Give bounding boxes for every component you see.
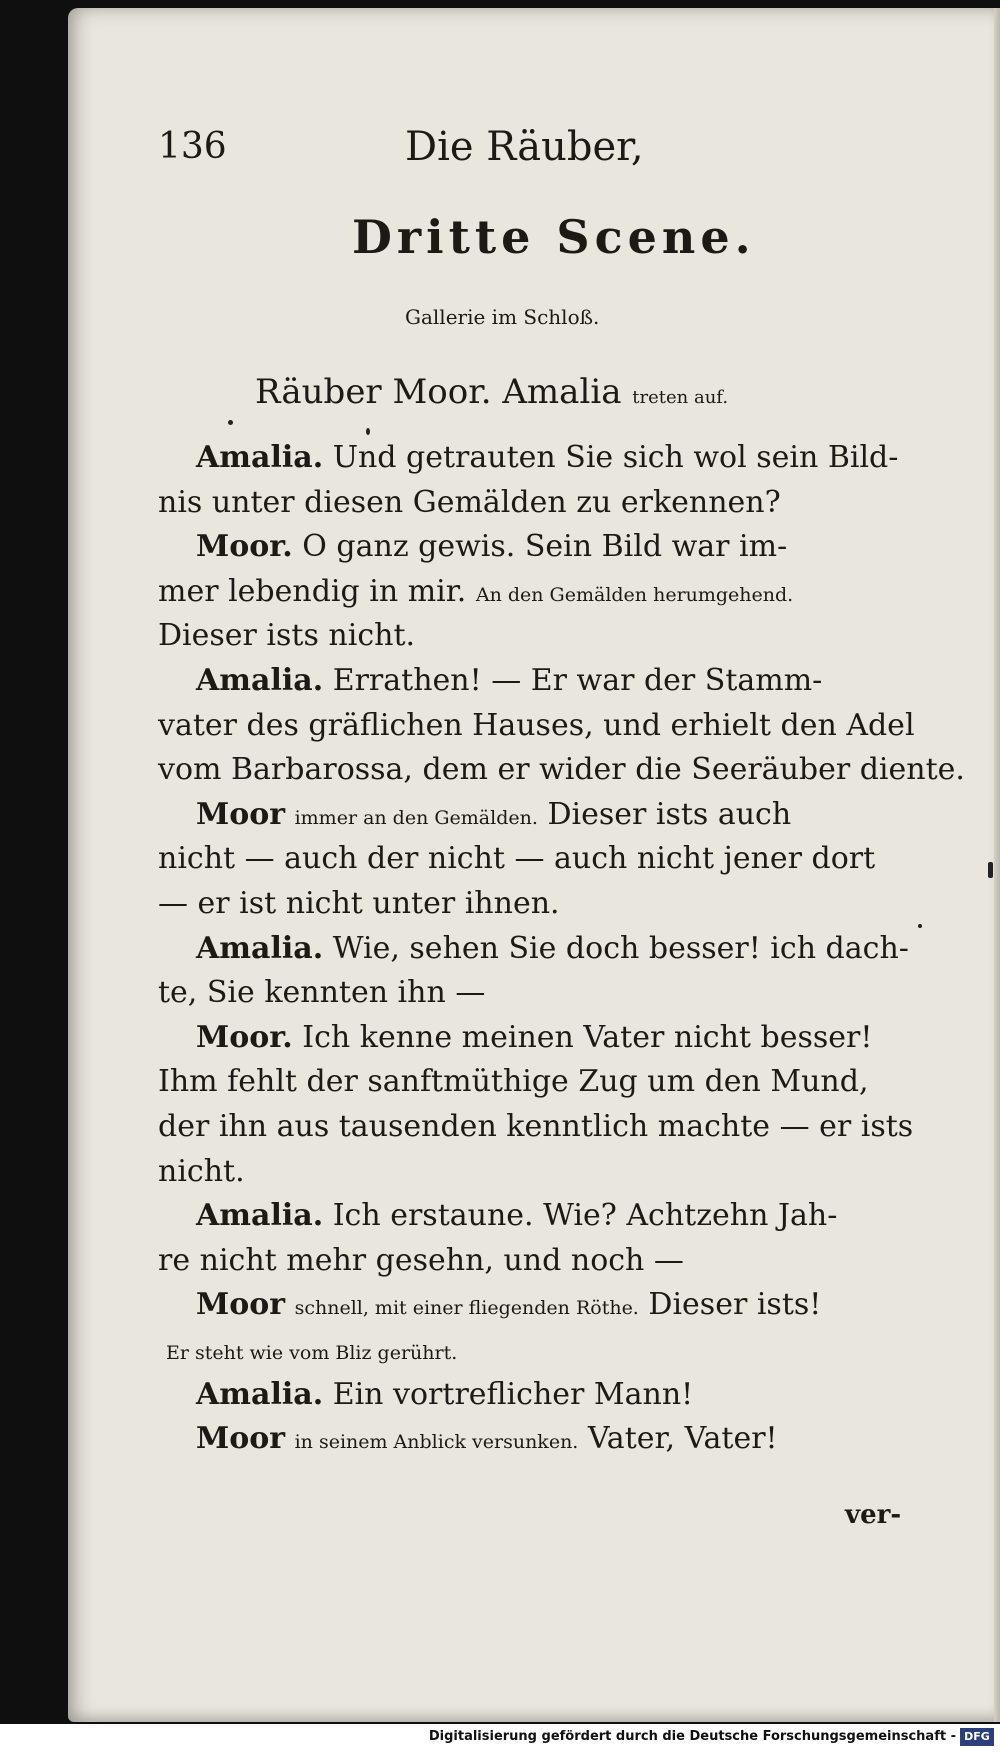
line-text: Errathen! — Er war der Stamm- — [332, 663, 823, 698]
line-text: Vater, Vater! — [587, 1421, 778, 1456]
line-text: Dieser ists! — [648, 1287, 822, 1322]
footer-credit: Digitalisierung gefördert durch die Deutsche Forschungsgemeinschaft - — [428, 1729, 956, 1744]
dialogue-line — [196, 663, 822, 698]
page-number: 136 — [158, 126, 227, 167]
dialogue-line — [158, 708, 915, 743]
speaker-name: Amalia. — [196, 663, 324, 698]
dfg-logo: DFG — [960, 1728, 994, 1746]
dialogue-line — [196, 931, 909, 966]
line-text: Dieser ists auch — [547, 797, 792, 832]
dialogue-line — [158, 975, 485, 1010]
line-text: der ihn aus tausenden kenntlich machte — er ists — [158, 1109, 914, 1144]
dialogue-line — [196, 1287, 821, 1322]
dialogue-line — [196, 1020, 872, 1055]
dialogue-line — [158, 752, 965, 787]
line-text: — er ist nicht unter ihnen. — [158, 886, 560, 921]
dialogue-line — [158, 841, 875, 876]
margin-mark — [366, 428, 370, 435]
speaker-name: Amalia. — [196, 931, 324, 966]
speaker-name: Amalia. — [196, 1198, 324, 1233]
line-text: Wie, sehen Sie doch besser! ich dach- — [332, 931, 909, 966]
running-head: Die Räuber, — [405, 124, 644, 170]
dialogue-line — [166, 1332, 457, 1367]
dialogue-line — [196, 529, 787, 564]
dialogue-line — [196, 1377, 693, 1412]
speaker-name: Moor — [196, 1287, 286, 1322]
dialogue-line — [196, 440, 898, 475]
stage-direction: in seinem Anblick versunken. — [294, 1431, 579, 1453]
scene-title: Dritte Scene. — [352, 210, 756, 264]
line-text: nis unter diesen Gemälden zu erkennen? — [158, 485, 781, 520]
speaker-name: Amalia. — [196, 1377, 324, 1412]
dialogue-line — [158, 1109, 913, 1144]
margin-mark — [228, 420, 233, 425]
line-text: Dieser ists nicht. — [158, 618, 416, 653]
line-text: Ich kenne meinen Vater nicht besser! — [302, 1020, 873, 1055]
speaker-name: Moor. — [196, 529, 293, 564]
line-text: Und getrauten Sie sich wol sein Bild- — [332, 440, 899, 475]
dialogue-line — [158, 485, 781, 520]
line-text: Ihm fehlt der sanftmüthige Zug um den Mund, — [158, 1064, 869, 1099]
line-text: nicht. — [158, 1154, 245, 1189]
speaker-name: Moor — [196, 1421, 286, 1456]
dialogue-line — [158, 1154, 245, 1189]
line-text: O ganz gewis. Sein Bild war im- — [302, 529, 788, 564]
catchword: ver- — [845, 1500, 902, 1530]
dialogue-line — [158, 886, 560, 921]
dialogue-line — [196, 797, 791, 832]
stage-direction: An den Gemälden herumgehend. — [475, 584, 794, 606]
line-text: vater des gräflichen Hauses, und erhielt den Adel — [158, 708, 915, 743]
cast-names: Räuber Moor. Amalia — [255, 372, 622, 412]
page-edge — [994, 8, 1000, 1722]
dialogue-line — [196, 1198, 837, 1233]
dialogue-line — [158, 1064, 868, 1099]
dialogue-line — [158, 574, 793, 609]
line-text: te, Sie kennten ihn — — [158, 975, 486, 1010]
margin-mark — [918, 924, 922, 928]
stage-direction: Er steht wie vom Bliz gerührt. — [166, 1342, 458, 1364]
dialogue-line — [196, 1421, 778, 1456]
line-text: Ich erstaune. Wie? Achtzehn Jah- — [332, 1198, 838, 1233]
line-text: re nicht mehr gesehn, und noch — — [158, 1243, 684, 1278]
speaker-name: Amalia. — [196, 440, 324, 475]
line-text: nicht — auch der nicht — auch nicht jener dort — [158, 841, 876, 876]
line-text: vom Barbarossa, dem er wider die Seeräuber diente. — [158, 752, 965, 787]
dialogue-line — [158, 618, 415, 653]
cast-stage-direction: treten auf. — [632, 387, 729, 408]
margin-mark — [988, 862, 993, 878]
line-text: Ein vortreflicher Mann! — [332, 1377, 694, 1412]
line-text: mer lebendig in mir. — [158, 574, 467, 609]
scene-setting: Gallerie im Schloß. — [405, 305, 600, 329]
stage-direction: immer an den Gemälden. — [294, 807, 538, 829]
stage-direction: schnell, mit einer fliegenden Röthe. — [294, 1297, 639, 1319]
footer-bar — [0, 1724, 1000, 1752]
speaker-name: Moor. — [196, 1020, 293, 1055]
speaker-name: Moor — [196, 797, 286, 832]
dialogue-line — [158, 1243, 684, 1278]
cast-line — [255, 372, 728, 412]
